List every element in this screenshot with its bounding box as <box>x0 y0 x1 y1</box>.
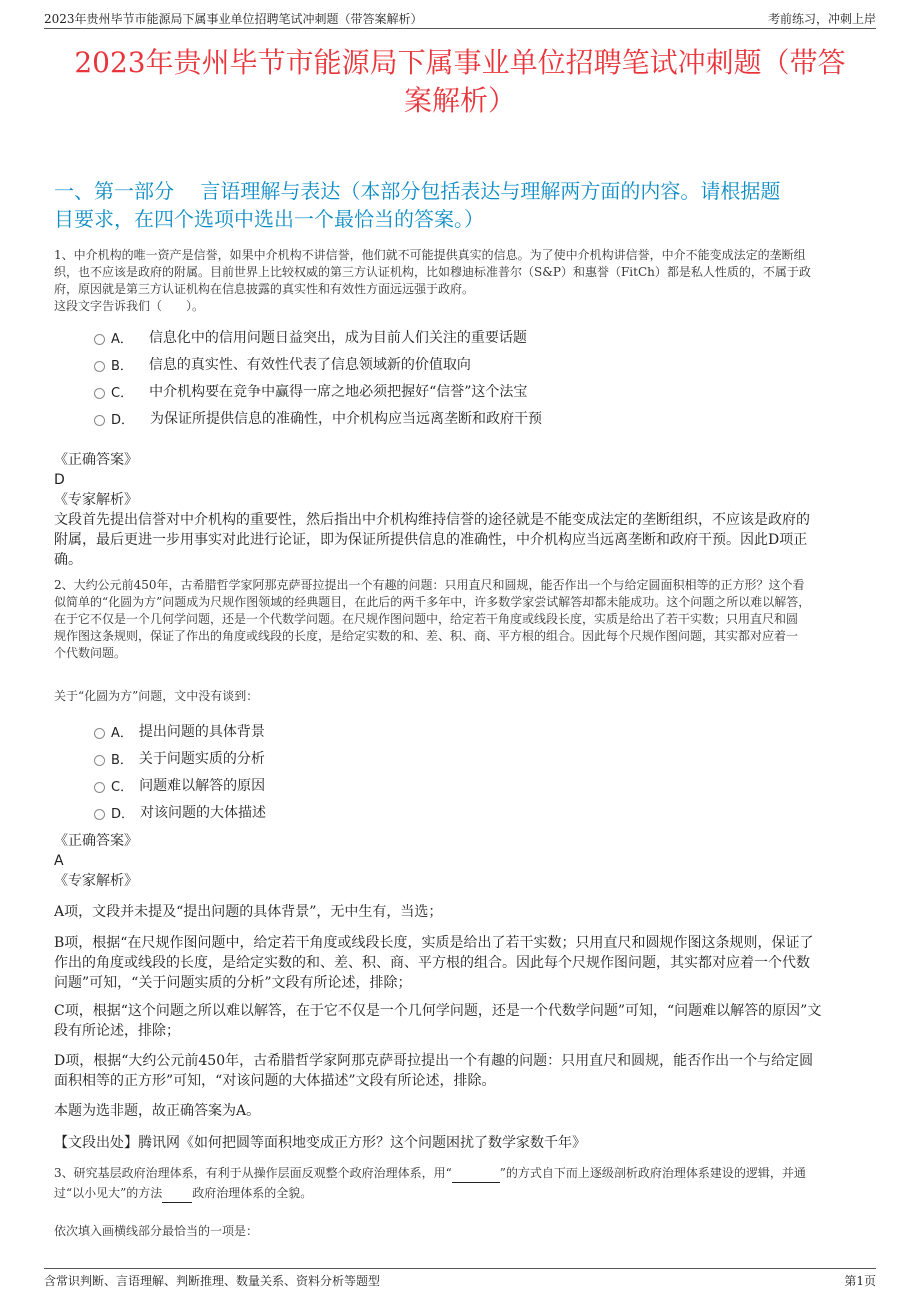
q2-option-a[interactable] <box>94 721 265 741</box>
analysis-line: 确。 <box>54 552 82 568</box>
answer-label: 《正确答案》 <box>54 833 138 849</box>
q2-option-c[interactable] <box>94 775 265 795</box>
q2-line: 2、大约公元前450年，古希腊哲学家阿那克萨哥拉提出一个有趣的问题：只用直尺和圆规，能否作出一个与给定圆面积相等的正方形？这个看 <box>54 578 805 592</box>
footer-note: 含常识判断、言语理解、判断推理、数量关系、资料分析等题型 <box>44 1274 381 1288</box>
analysis-line: 附属，最后更进一步用事实对此进行论证，即为保证所提供信息的准确性，中介机构应当远离垄断和政府干预。因此D项正 <box>54 532 808 548</box>
radio-icon[interactable] <box>94 755 105 766</box>
q2-line: 在于它不仅是一个几何学问题，还是一个代数学问题。在尺规作图问题中，给定若干角度或线段长度，实质是给出了若干实数；只用直尺和圆 <box>54 612 799 626</box>
q3-line-2 <box>54 1185 860 1203</box>
analysis-line: 作出的角度或线段的长度，是给定实数的和、差、积、商、平方根的组合。因此每个尺规作图问题，其实都对应着一个代数 <box>54 955 810 971</box>
q3-text: 政府治理体系的全貌。 <box>192 1186 313 1200</box>
option-letter: C． <box>111 385 134 401</box>
q3-text: ”的方式自下而上逐级剖析政府治理体系建设的逻辑，并通 <box>499 1166 806 1180</box>
option-text: 中介机构要在竞争中赢得一席之地必须把握好“信誉”这个法宝 <box>149 384 528 400</box>
q2-prompt: 关于“化圆为方”问题，文中没有谈到： <box>54 689 259 703</box>
q1-option-c[interactable] <box>94 381 527 401</box>
q2-line: 似简单的“化圆为方”问题成为尺规作图领域的经典题目，在此后的两千多年中，许多数学家尝试解答却都未能成功。这个问题之所以难以解答， <box>54 595 811 609</box>
radio-icon[interactable] <box>94 388 105 399</box>
option-letter: A． <box>111 725 133 741</box>
q3-text: 过“以小见大”的方法 <box>54 1186 163 1200</box>
q3-line-1 <box>54 1165 860 1183</box>
q2-source: 【文段出处】腾讯网《如何把圆等面积地变成正方形？这个问题困扰了数学家数千年》 <box>54 1135 586 1151</box>
analysis-line: 面积相等的正方形”可知，“对该问题的大体描述”文段有所论述，排除。 <box>54 1073 496 1089</box>
question-1-stem <box>54 247 860 315</box>
analysis-line: 段有所论述，排除； <box>54 1023 180 1039</box>
q2-conclusion: 本题为选非题，故正确答案为A。 <box>54 1103 261 1119</box>
q1-line: 这段文字告诉我们（ ）。 <box>54 299 205 313</box>
q2-option-d[interactable] <box>94 802 266 822</box>
option-text: 为保证所提供信息的准确性，中介机构应当远离垄断和政府干预 <box>150 411 543 427</box>
fill-blank[interactable] <box>452 1165 500 1183</box>
option-text: 提出问题的具体背景 <box>138 724 265 740</box>
option-text: 关于问题实质的分析 <box>138 751 265 767</box>
q2-analysis-c <box>54 1001 866 1041</box>
analysis-line: B项，根据“在尺规作图问题中，给定若干角度或线段长度，实质是给出了若干实数；只用直尺和圆规作图这条规则，保证了 <box>54 935 814 951</box>
page-header <box>44 10 876 29</box>
option-text: 对该问题的大体描述 <box>140 805 267 821</box>
analysis-line: 问题”可知，“关于问题实质的分析”文段有所论述，排除； <box>54 975 412 991</box>
q1-line: 府，原因就是第三方认证机构在信息披露的真实性和有效性方面远远强于政府。 <box>54 282 475 296</box>
q1-option-a[interactable] <box>94 327 527 347</box>
q2-analysis-b <box>54 933 866 993</box>
q2-line: 个代数问题。 <box>54 646 127 660</box>
page-title <box>44 44 876 120</box>
section-heading-line-1: 一、第一部分 言语理解与表达（本部分包括表达与理解两方面的内容。请根据题 <box>54 179 781 203</box>
page-number: 第1页 <box>844 1274 876 1288</box>
option-text: 问题难以解答的原因 <box>139 778 266 794</box>
section-heading <box>54 177 866 233</box>
option-text: 信息化中的信用问题日益突出，成为目前人们关注的重要话题 <box>148 330 527 346</box>
answer-label: 《正确答案》 <box>54 452 138 468</box>
q1-option-b[interactable] <box>94 354 471 374</box>
q2-option-b[interactable] <box>94 748 265 768</box>
radio-icon[interactable] <box>94 782 105 793</box>
fill-blank[interactable] <box>162 1185 192 1203</box>
q1-line: 1、中介机构的唯一资产是信誉，如果中介机构不讲信誉，他们就不可能提供真实的信息。为了使中介机构讲信誉，中介不能变成法定的垄断组 <box>54 248 806 262</box>
option-letter: D． <box>111 412 135 428</box>
q1-answer-block <box>54 450 866 570</box>
radio-icon[interactable] <box>94 361 105 372</box>
radio-icon[interactable] <box>94 809 105 820</box>
q3-prompt: 依次填入画横线部分最恰当的一项是： <box>54 1224 259 1238</box>
analysis-line: D项，根据“大约公元前450年，古希腊哲学家阿那克萨哥拉提出一个有趣的问题：只用直尺和圆规，能否作出一个与给定圆 <box>54 1053 814 1069</box>
page-footer <box>44 1268 876 1290</box>
question-3-stem <box>54 1165 860 1203</box>
header-doc-title: 2023年贵州毕节市能源局下属事业单位招聘笔试冲刺题（带答案解析） <box>44 12 423 26</box>
q2-answer-block <box>54 831 866 891</box>
question-2-stem <box>54 577 860 662</box>
q3-text: 3、研究基层政府治理体系，有利于从操作层面反观整个政府治理体系，用“ <box>54 1166 452 1180</box>
title-line-2: 案解析） <box>403 84 516 117</box>
analysis-label: 《专家解析》 <box>54 492 138 508</box>
option-text: 信息的真实性、有效性代表了信息领域新的价值取向 <box>148 357 471 373</box>
q1-line: 织，也不应该是政府的附属。目前世界上比较权威的第三方认证机构，比如穆迪标准普尔（S&P）和惠誉（FitCh）都是私人性质的，不属于政 <box>54 265 811 279</box>
radio-icon[interactable] <box>94 334 105 345</box>
header-slogan: 考前练习，冲刺上岸 <box>767 12 876 26</box>
analysis-line: C项，根据“这个问题之所以难以解答，在于它不仅是一个几何学问题，还是一个代数学问题”可知，“问题难以解答的原因”文 <box>54 1003 822 1019</box>
answer-value: A <box>54 853 64 869</box>
option-letter: B． <box>111 752 133 768</box>
q2-analysis-a: A项，文段并未提及“提出问题的具体背景”，无中生有，当选； <box>54 904 443 920</box>
analysis-line: 文段首先提出信誉对中介机构的重要性，然后指出中介机构维持信誉的途径就是不能变成法定的垄断组织，不应该是政府的 <box>54 512 810 528</box>
option-letter: C． <box>111 779 134 795</box>
option-letter: A． <box>111 331 133 347</box>
radio-icon[interactable] <box>94 415 105 426</box>
analysis-label: 《专家解析》 <box>54 873 138 889</box>
section-heading-line-2: 目要求，在四个选项中选出一个最恰当的答案。） <box>54 207 484 231</box>
q2-line: 规作图这条规则，保证了作出的角度或线段的长度，是给定实数的和、差、积、商、平方根的组合。因此每个尺规作图问题，其实都对应着一 <box>54 629 799 643</box>
radio-icon[interactable] <box>94 728 105 739</box>
title-line-1: 2023年贵州毕节市能源局下属事业单位招聘笔试冲刺题（带答 <box>74 46 846 79</box>
option-letter: D． <box>111 806 135 822</box>
q1-option-d[interactable] <box>94 408 542 428</box>
q2-analysis-d <box>54 1051 866 1091</box>
option-letter: B． <box>111 358 133 374</box>
answer-value: D <box>54 472 65 488</box>
